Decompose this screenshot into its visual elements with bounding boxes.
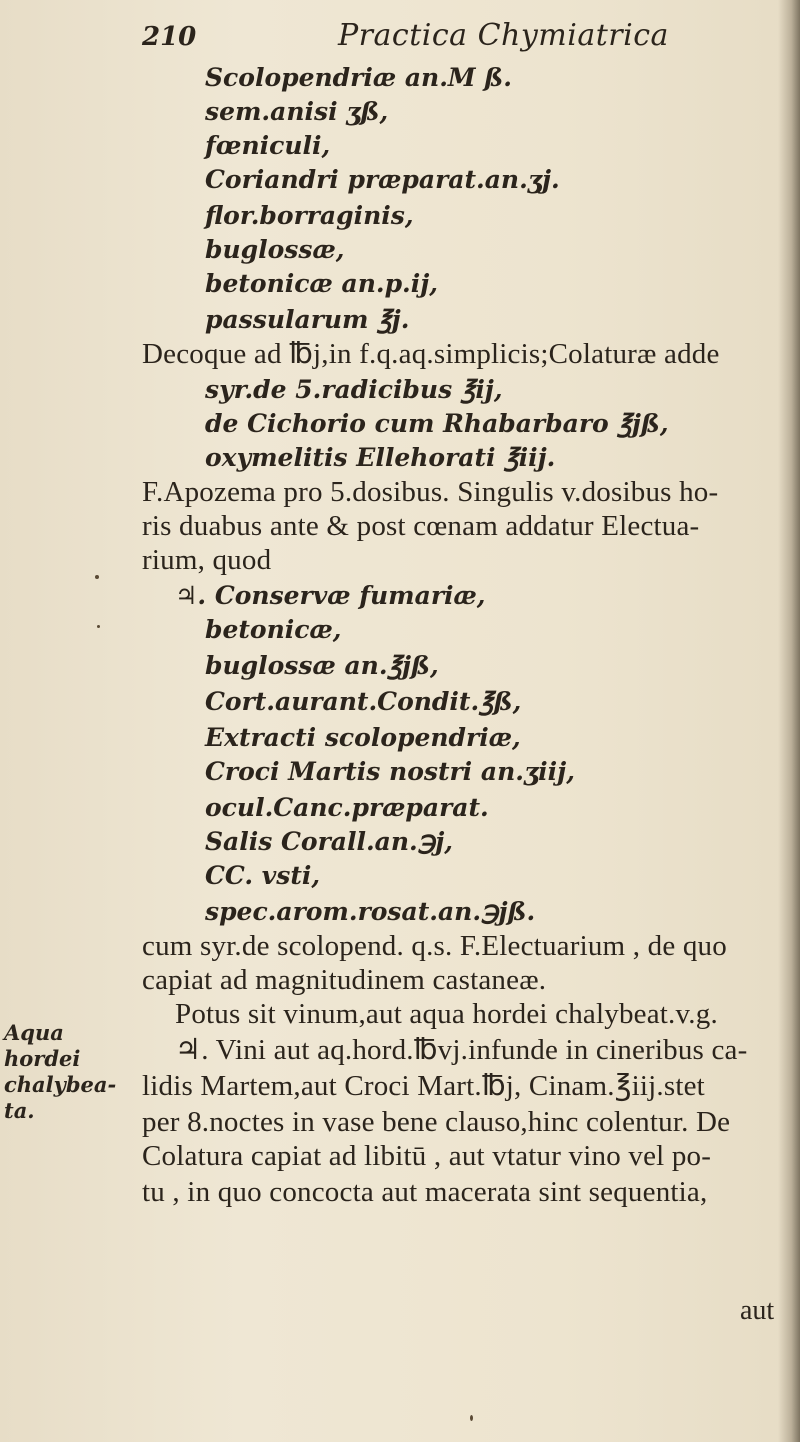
text-line: tu , in quo concocta aut macerata sint sequentia,: [142, 1176, 708, 1208]
text-line: Coriandri præparat.an.ʒj.: [205, 165, 560, 194]
text-line: Croci Martis nostri an.ʒiij,: [205, 757, 575, 786]
text-line: Decoque ad ℔j,in f.q.aq.simplicis;Colaturæ adde: [142, 338, 720, 370]
margin-note: [4, 1020, 117, 1124]
text-line: spec.arom.rosat.an.℈jß.: [205, 897, 536, 926]
text-line: buglossæ,: [205, 235, 345, 264]
margin-note-line: hordei: [4, 1046, 81, 1071]
text-line: ocul.Canc.præparat.: [205, 793, 489, 822]
ink-speck: [470, 1415, 473, 1421]
text-line: Colatura capiat ad libitū , aut vtatur vino vel po-: [142, 1140, 712, 1172]
text-line: ris duabus ante & post cœnam addatur Electua-: [142, 510, 700, 542]
text-line: buglossæ an.℥jß,: [205, 651, 439, 680]
text-line: betonicæ an.p.ij,: [205, 269, 439, 298]
page-edge-shadow: [778, 0, 800, 1442]
text-line: sem.anisi ʒß,: [205, 97, 389, 126]
text-line: F.Apozema pro 5.dosibus. Singulis v.dosibus ho-: [142, 476, 719, 508]
text-line: syr.de 5.radicibus ℥ij,: [205, 375, 503, 404]
margin-note-line: ta.: [4, 1098, 35, 1123]
text-line: passularum ℥j.: [205, 305, 410, 334]
margin-note-line: chalybea-: [4, 1072, 117, 1097]
text-line: oxymelitis Ellehorati ℥iij.: [205, 443, 556, 472]
page-number: 210: [142, 22, 197, 52]
text-line: capiat ad magnitudinem castaneæ.: [142, 964, 547, 996]
text-line: flor.borraginis,: [205, 201, 414, 230]
text-line: cum syr.de scolopend. q.s. F.Electuarium , de quo: [142, 930, 727, 962]
text-line: betonicæ,: [205, 615, 342, 644]
text-line: Extracti scolopendriæ,: [205, 723, 521, 752]
text-line: fœniculi,: [205, 131, 331, 160]
text-line: rium, quod: [142, 544, 272, 576]
text-line: de Cichorio cum Rhabarbaro ℥jß,: [205, 409, 669, 438]
ink-speck: [95, 575, 99, 579]
margin-note-line: Aqua: [4, 1020, 64, 1045]
text-line: lidis Martem,aut Croci Mart.℔j, Cinam.℥iij.stet: [142, 1070, 705, 1102]
text-line: Salis Corall.an.℈j,: [205, 827, 453, 856]
text-line: CC. vsti,: [205, 861, 321, 890]
text-line: Potus sit vinum,aut aqua hordei chalybeat.v.g.: [175, 998, 718, 1030]
catchword: aut: [740, 1295, 775, 1326]
text-line: per 8.noctes in vase bene clauso,hinc colentur. De: [142, 1106, 731, 1138]
ink-speck: [97, 625, 100, 628]
text-line: ♃. Conservæ fumariæ,: [175, 581, 486, 610]
page-header: [0, 8, 800, 58]
text-line: Cort.aurant.Condit.℥ß,: [205, 687, 522, 716]
running-title: Practica Chymiatrica: [338, 18, 669, 53]
text-line: ♃. Vini aut aq.hord.℔vj.infunde in cineribus ca-: [175, 1034, 748, 1066]
text-line: Scolopendriæ an.M ß.: [205, 63, 512, 92]
